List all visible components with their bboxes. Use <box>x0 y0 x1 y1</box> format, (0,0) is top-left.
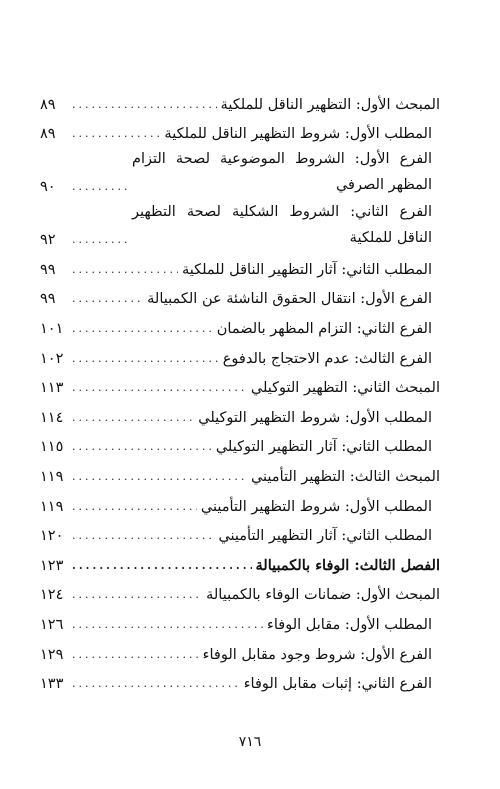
dot-leader <box>72 407 194 429</box>
dot-leader <box>72 436 212 458</box>
toc-entry[interactable] <box>40 86 440 116</box>
dot-leader <box>72 318 213 340</box>
toc-entry-page: ٨٩ <box>40 96 56 113</box>
toc-entry-title: الفرع الأول: الشروط الموضوعية لصحة التزام المظهر الصرفي <box>132 151 432 194</box>
dot-leader <box>72 377 247 399</box>
toc-entry[interactable] <box>40 340 440 370</box>
table-of-contents <box>40 86 440 695</box>
toc-entry[interactable] <box>40 488 440 518</box>
dot-leader <box>72 496 197 518</box>
toc-entry[interactable] <box>40 577 440 607</box>
toc-entry-page: ١٣٣ <box>40 676 64 693</box>
toc-entry-title: المطلب الأول: شروط التظهير الناقل للملكية <box>164 126 432 143</box>
toc-entry-title: الفرع الأول: انتقال الحقوق الناشئة عن الكمبيالة <box>147 291 432 308</box>
toc-entry-page: ١١٣ <box>40 380 64 397</box>
dot-leader <box>72 584 202 606</box>
toc-entry-title: الفرع الأول: شروط وجود مقابل الوفاء <box>202 646 432 663</box>
toc-entry[interactable] <box>40 116 440 146</box>
toc-entry[interactable] <box>40 370 440 400</box>
toc-entry-title: المبحث الثالث: التظهير التأميني <box>250 468 440 485</box>
toc-entry-page: ٩٩ <box>40 261 56 278</box>
toc-entry-title: المبحث الثاني: التظهير التوكيلي <box>250 380 440 397</box>
dot-leader <box>72 259 178 281</box>
dot-leader <box>72 123 160 145</box>
toc-entry-page: ١٢٠ <box>40 528 64 545</box>
toc-entry[interactable] <box>40 429 440 459</box>
toc-entry[interactable] <box>40 399 440 429</box>
toc-entry-page: ٩٩ <box>40 291 56 308</box>
toc-entry-title: المطلب الأول: شروط التظهير التوكيلي <box>198 409 432 426</box>
dot-leader <box>72 525 214 547</box>
toc-entry-title: المبحث الأول: التظهير الناقل للملكية <box>220 96 440 113</box>
toc-entry-title: الفرع الثاني: الشروط الشكلية لصحة التظهير الناقل للملكية <box>132 204 432 247</box>
toc-entry-page: ١٢٤ <box>40 587 64 604</box>
toc-entry[interactable] <box>40 636 440 666</box>
toc-entry-title: المطلب الثاني: آثار التظهير الناقل للملكية <box>181 261 432 278</box>
toc-entry-page: ١١٩ <box>40 468 64 485</box>
dot-leader <box>72 466 247 488</box>
toc-entry-page: ١٠١ <box>40 320 64 337</box>
dot-leader <box>72 229 128 251</box>
toc-entry[interactable] <box>40 198 440 251</box>
toc-entry[interactable] <box>40 606 440 636</box>
dot-leader <box>72 644 199 666</box>
toc-entry-title: الفصل الثالث: الوفاء بالكمبيالة <box>255 556 440 574</box>
toc-entry-page: ١١٩ <box>40 498 64 515</box>
toc-entry[interactable] <box>40 666 440 696</box>
toc-entry-title: المطلب الثاني: آثار التظهير التوكيلي <box>215 439 432 456</box>
toc-entry-title: الفرع الثالث: عدم الاحتجاج بالدفوع <box>222 350 432 367</box>
dot-leader <box>72 614 263 636</box>
dot-leader <box>72 555 252 577</box>
dot-leader <box>72 288 143 310</box>
toc-entry-page: ١١٥ <box>40 439 64 456</box>
toc-entry-page: ١٢٣ <box>40 557 64 574</box>
toc-entry-title: المطلب الأول: شروط التظهير التأميني <box>200 498 432 515</box>
dot-leader <box>72 348 219 370</box>
dot-leader <box>72 94 217 116</box>
toc-entry-title: الفرع الثاني: التزام المظهر بالضمان <box>216 320 432 337</box>
dot-leader <box>72 176 128 198</box>
toc-entry[interactable] <box>40 518 440 548</box>
toc-entry-page: ١٢٩ <box>40 646 64 663</box>
toc-entry[interactable] <box>40 458 440 488</box>
toc-entry-page: ١٠٢ <box>40 350 64 367</box>
toc-entry-page: ١١٤ <box>40 409 64 426</box>
toc-entry-title: الفرع الثاني: إثبات مقابل الوفاء <box>243 676 432 693</box>
toc-entry-title: المبحث الأول: ضمانات الوفاء بالكمبيالة <box>206 587 440 604</box>
toc-entry[interactable] <box>40 251 440 281</box>
toc-entry-title: المطلب الثاني: آثار التظهير التأميني <box>218 528 432 545</box>
toc-entry-page: ٨٩ <box>40 126 56 143</box>
toc-entry-title: المطلب الأول: مقابل الوفاء <box>267 616 432 633</box>
toc-entry-page: ٩٢ <box>40 232 56 249</box>
toc-entry-page: ٩٠ <box>40 179 56 196</box>
page-number: ٧١٦ <box>238 734 262 750</box>
toc-entry[interactable] <box>40 310 440 340</box>
toc-entry[interactable] <box>40 145 440 198</box>
toc-entry[interactable] <box>40 281 440 311</box>
toc-entry[interactable] <box>40 547 440 577</box>
toc-entry-page: ١٢٦ <box>40 616 64 633</box>
dot-leader <box>72 673 240 695</box>
